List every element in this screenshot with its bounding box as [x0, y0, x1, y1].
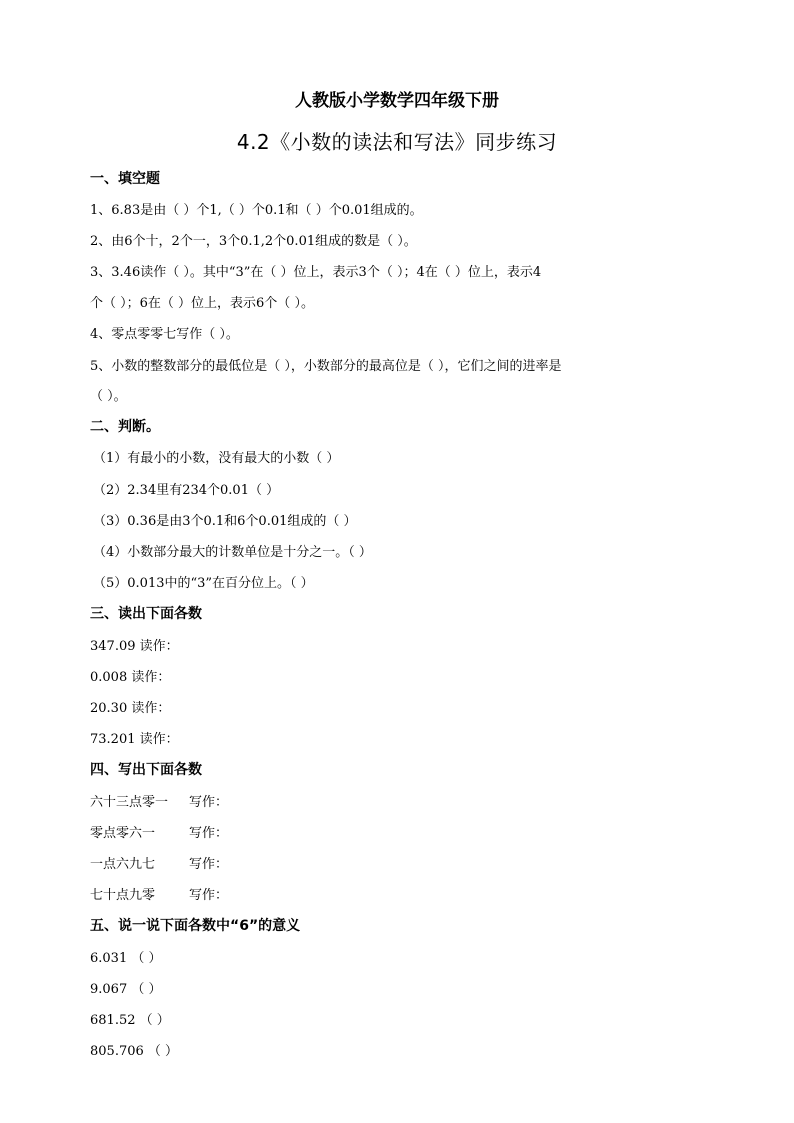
- section-heading-judge: 二、判断。: [90, 419, 160, 435]
- judge-item: （2）2.34里有234个0.01（ ）: [93, 483, 280, 498]
- meaning-item: 9.067 （ ）: [90, 982, 162, 997]
- meaning-item: 805.706 （ ）: [90, 1044, 179, 1059]
- section-heading-meaning: 五、说一说下面各数中“6”的意义: [90, 918, 301, 934]
- section-heading-fill-blank: 一、填空题: [90, 171, 160, 187]
- read-item: 73.201 读作：: [90, 732, 179, 747]
- meaning-item: 681.52 （ ）: [90, 1013, 170, 1028]
- question-line: 5、小数的整数部分的最低位是（ ），小数部分的最高位是（ ），它们之间的进率是: [90, 359, 562, 374]
- section-heading-read: 三、读出下面各数: [90, 606, 202, 622]
- read-item: 0.008 读作：: [90, 670, 171, 685]
- question-line: 2、由6个十，2个一，3个0.1,2个0.01组成的数是（ ）。: [90, 234, 417, 249]
- write-item-label: 写作：: [189, 857, 229, 872]
- question-line: 3、3.46读作（ ）。其中“3”在（ ）位上，表示3个（ ）；4在（ ）位上，表示4: [90, 265, 542, 280]
- judge-item: （5）0.013中的“3”在百分位上。（ ）: [93, 576, 314, 591]
- section-heading-write: 四、写出下面各数: [90, 762, 202, 778]
- read-item: 20.30 读作：: [90, 701, 171, 716]
- write-item-word: 零点零六一: [90, 826, 156, 841]
- question-line: （ ）。: [90, 389, 127, 404]
- write-item-word: 六十三点零一: [90, 795, 169, 810]
- judge-item: （3）0.36是由3个0.1和6个0.01组成的（ ）: [93, 514, 357, 529]
- judge-item: （4）小数部分最大的计数单位是十分之一。（ ）: [93, 545, 372, 560]
- judge-item: （1）有最小的小数，没有最大的小数（ ）: [93, 451, 340, 466]
- question-line: 1、6.83是由（ ）个1,（ ）个0.1和（ ）个0.01组成的。: [90, 203, 423, 218]
- read-item: 347.09 读作：: [90, 639, 179, 654]
- write-item-word: 七十点九零: [90, 888, 156, 903]
- write-item-label: 写作：: [189, 888, 229, 903]
- document-title: 人教版小学数学四年级下册: [295, 91, 499, 111]
- question-line: 4、零点零零七写作（ ）。: [90, 327, 239, 342]
- document-subtitle: 4.2《小数的读法和写法》同步练习: [236, 130, 558, 154]
- meaning-item: 6.031 （ ）: [90, 951, 162, 966]
- write-item-word: 一点六九七: [90, 857, 156, 872]
- write-item-label: 写作：: [189, 795, 229, 810]
- write-item-label: 写作：: [189, 826, 229, 841]
- question-line: 个（ ）；6在（ ）位上，表示6个（ ）。: [90, 296, 314, 311]
